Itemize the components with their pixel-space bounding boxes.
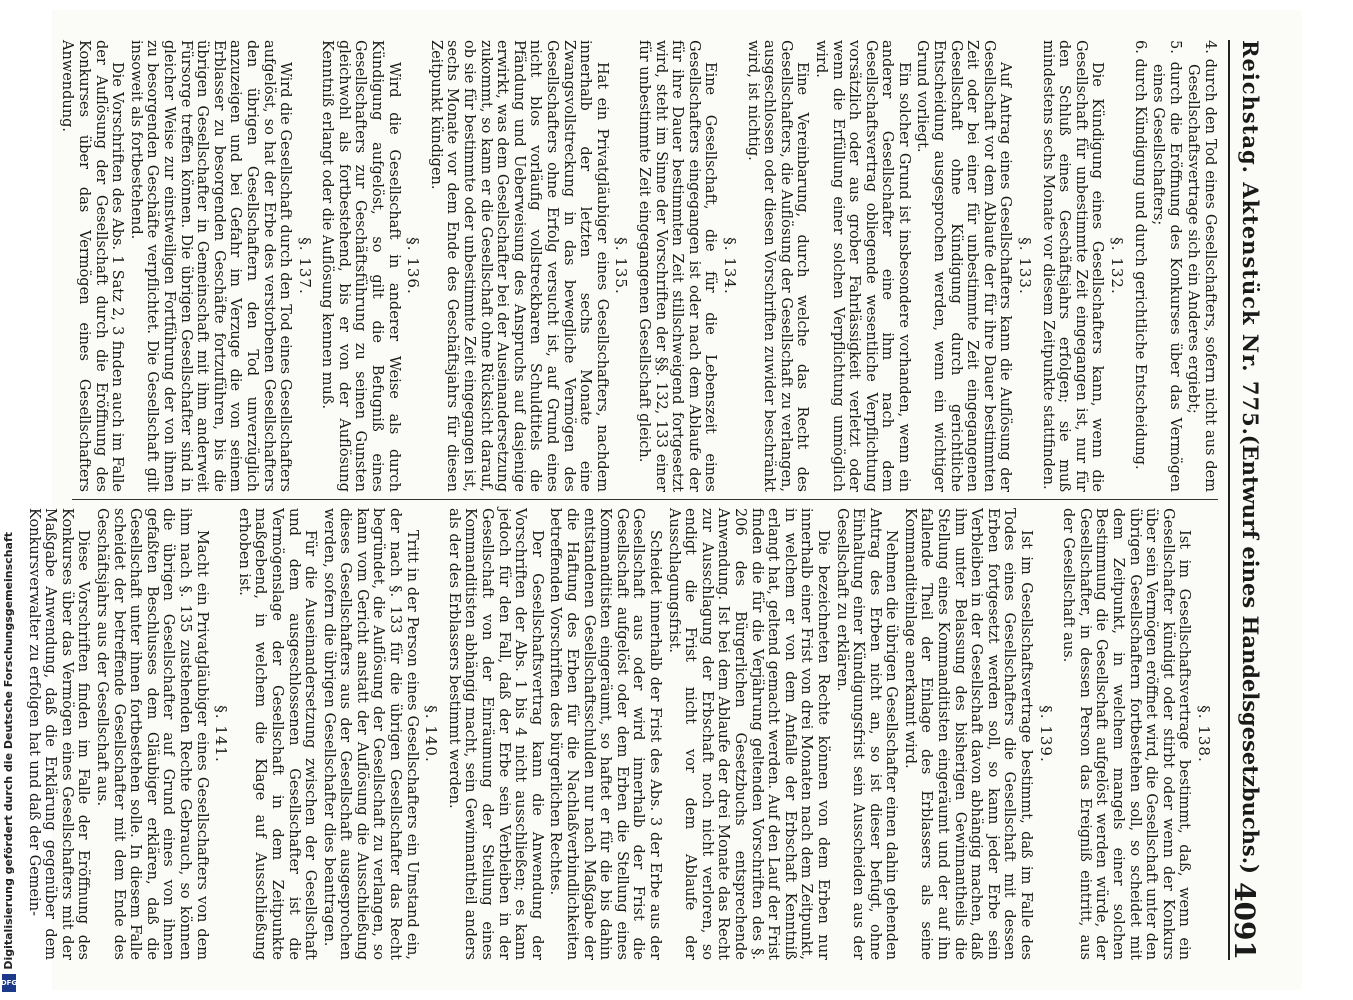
section-heading: §. 140.	[421, 705, 440, 763]
paragraph: Ein solcher Grund ist insbesondere vorhanden, wenn ein anderer Gesellschafter eine ihm nach dem Gesellschaftsvertrag obliegende wesentliche Verpflichtung vorsätzlich oder aus grober Fahrlässigkeit verletzt oder wenn die Erfüllung einer solchen Verpflichtung unmöglich wird.	[812, 40, 912, 492]
paragraph: Wird die Gesellschaft durch den Tod eines Gesellschafters aufgelöst, so hat der Erbe des verstorbenen Gesellschafters den übrigen Gesellschaftern den Tod unverzüglich anzuzeigen und bei Gefahr im Verzuge die von seinem Erblasser zu besorgenden Geschäfte fortzuführen, bis die übrigen Gesellschafter in Gemeinschaft mit ihm anderweit Fürsorge treffen können. Die übrigen Gesellschafter sind in gleicher Weise zur einstweiligen Fortführung der von ihnen zu besorgenden Geschäfte verpflichtet. Die Gesellschaft gilt insoweit als fortbestehend.	[127, 40, 293, 492]
column-divider	[72, 499, 1218, 500]
section-heading: §. 137.	[295, 237, 314, 295]
digitization-note-wrap	[2, 532, 15, 970]
section-heading: §. 136.	[403, 237, 422, 295]
paragraph: Für die Auseinandersetzung zwischen der Gesellschaft und dem ausgeschlossenen Gesellschafter ist die Vermögenslage der Gesellschaft in dem Zeitpunkte maßgebend, in welchem die Klage auf Ausschließung erhoben ist.	[235, 508, 318, 960]
list-item: 5. durch die Eröffnung des Konkurses über das Vermögen eines Gesellschafters;	[1149, 40, 1183, 492]
paragraph: Macht ein Privatgläubiger eines Gesellschafters von dem ihm nach §. 135 zustehenden Rechte Gebrauch, so können die übrigen Gesellschafter auf Grund eines von ihnen gefaßten Beschlusses dem Gläubiger erklären, daß die Gesellschaft unter ihnen fortbestehen solle. In diesem Falle scheidet der betreffende Gesellschafter mit dem Ende des Geschäftsjahrs aus der Gesellschaft aus.	[93, 508, 210, 960]
paragraph: Nehmen die übrigen Gesellschafter einen dahin gehenden Antrag des Erben nicht an, so ist dieser befugt, ohne Einhaltung einer Kündigungsfrist sein Ausscheiden aus der Gesellschaft zu erklären.	[833, 508, 899, 960]
paragraph: Ist im Gesellschaftsvertrage bestimmt, daß im Falle des Todes eines Gesellschafters die Gesellschaft mit dessen Erben fortgesetzt werden soll, so kann jeder Erbe sein Verbleiben in der Gesellschaft davon abhängig machen, daß ihm unter Belassung des bisherigen Gewinnantheils die Stellung eines Kommanditisten eingeräumt und der auf ihn fallende Theil der Einlage des Erblassers als seine Kommanditeinlage anerkannt wird.	[901, 508, 1034, 960]
digitization-note: Digitalisierung gefördert durch die Deutsche Forschungsgemeinschaft	[2, 532, 15, 970]
paragraph: Tritt in der Person eines Gesellschafters ein Umstand ein, der nach §. 133 für die übrigen Gesellschafter das Recht begründet, die Auflösung der Gesellschaft zu verlangen, so kann vom Gericht anstatt der Auflösung die Ausschließung dieses Gesellschafters aus der Gesellschaft ausgesprochen werden, sofern die übrigen Gesellschafter dies beantragen.	[320, 508, 420, 960]
section-heading: §. 132.	[1107, 237, 1126, 295]
section-heading: §. 134.	[720, 237, 739, 295]
page-number: 4091	[1227, 882, 1261, 960]
section-heading: §. 139.	[1036, 705, 1055, 763]
section-heading: §. 133.	[1015, 237, 1034, 295]
scanned-page	[25, 10, 1302, 990]
section-heading: §. 138.	[1194, 705, 1213, 763]
paragraph: Diese Vorschriften finden im Falle der Eröffnung des Konkurses über das Vermögen eines Gesellschafters mit der Maßgabe Anwendung, daß die Erklärung gegenüber dem Konkursverwalter zu erfolgen hat und daß der Gemein-	[25, 508, 91, 960]
section-heading: §. 141.	[211, 705, 230, 763]
paragraph: Scheidet innerhalb der Frist des Abs. 3 der Erbe aus der Gesellschaft aus oder wird innerhalb der Frist die Gesellschaft aufgelöst oder dem Erben die Stellung eines Kommanditisten eingeräumt, so haftet er für die bis dahin entstandenen Gesellschaftsschulden nur nach Maßgabe der die Haftung des Erben für die Nachlaßverbindlichkeiten betreffenden Vorschriften des bürgerlichen Rechtes.	[546, 508, 663, 960]
paragraph: Der Gesellschaftsvertrag kann die Anwendung der Vorschriften der Abs. 1 bis 4 nicht ausschließen; es kann jedoch für den Fall, daß der Erbe sein Verbleiben in der Gesellschaft von der Einräumung der Stellung eines Kommanditisten abhängig macht, sein Gewinnantheil anders als der des Erblassers bestimmt werden.	[445, 508, 545, 960]
list-item: 6. durch Kündigung und durch gerichtliche Entscheidung.	[1131, 40, 1148, 470]
header-title: (Entwurf eines Handelsgesetzbuchs.)	[1237, 434, 1263, 874]
left-column	[58, 40, 1218, 492]
list-item: 4. durch den Tod eines Gesellschafters, sofern nicht aus dem Gesellschaftsvertrage sich ein Anderes ergiebt;	[1184, 40, 1218, 492]
header-left: Reichstag. Aktenstück Nr. 775.	[1237, 40, 1263, 436]
paragraph: Hat ein Privatgläubiger eines Gesellschafters, nachdem innerhalb der letzten sechs Monate eine Zwangsvollstreckung in das bewegliche Vermögen des Gesellschafters ohne Erfolg versucht ist, auf Grund eines nicht blos vorläufig vollstreckbaren Schuldtitels die Pfändung und Ueberweisung des Anspruchs auf dasjenige erwirkt, was dem Gesellschafter bei der Auseinandersetzung zukommt, so kann er die Gesellschaft ohne Rücksicht darauf, ob sie für bestimmte oder unbestimmte Zeit eingegangen ist, sechs Monate vor dem Ende des Geschäftsjahrs für diesen Zeitpunkt kündigen.	[427, 40, 610, 492]
paragraph: Die Kündigung eines Gesellschafters kann, wenn die Gesellschaft für unbestimmte Zeit eingegangen ist, nur für den Schluß eines Geschäftsjahrs erfolgen; sie muß mindestens sechs Monate vor diesem Zeitpunkte stattfinden.	[1039, 40, 1105, 492]
paragraph: Eine Vereinbarung, durch welche das Recht des Gesellschafters, die Auflösung der Gesellschaft zu verlangen, ausgeschlossen oder diesen Vorschriften zuwider beschränkt wird, ist nichtig.	[744, 40, 810, 492]
paragraph: Eine Gesellschaft, die für die Lebenszeit eines Gesellschafters eingegangen ist oder nach dem Ablaufe der für ihre Dauer bestimmten Zeit stillschweigend fortgesetzt wird, steht im Sinne der Vorschriften der §§. 132, 133 einer für unbestimmte Zeit eingegangenen Gesellschaft gleich.	[635, 40, 718, 492]
section-heading: §. 135.	[611, 237, 630, 295]
page-header	[1228, 40, 1282, 960]
paragraph: Auf Antrag eines Gesellschafters kann die Auflösung der Gesellschaft vor dem Ablaufe der für ihre Dauer bestimmten Zeit oder bei einer für unbestimmte Zeit eingegangenen Gesellschaft ohne Kündigung durch gerichtliche Entscheidung ausgesprochen werden, wenn ein wichtiger Grund vorliegt.	[914, 40, 1013, 492]
termination-list	[1131, 40, 1218, 492]
paragraph: Die bezeichneten Rechte können von dem Erben nur innerhalb einer Frist von drei Monaten nach dem Zeitpunkt, in welchem er von dem Anfalle der Erbschaft Kenntniß erlangt hat, geltend gemacht werden. Auf den Lauf der Frist finden die für die Verjährung geltenden Vorschriften des §. 206 des Bürgerlichen Gesetzbuchs entsprechende Anwendung. Ist bei dem Ablaufe der drei Monate das Recht zur Ausschlagung der Erbschaft noch nicht verloren, so endigt die Frist nicht vor dem Ablaufe der Ausschlagungsfrist.	[665, 508, 831, 960]
paragraph: Ist im Gesellschaftsvertrage bestimmt, daß, wenn ein Gesellschafter kündigt oder stirbt oder wenn der Konkurs über sein Vermögen eröffnet wird, die Gesellschaft unter den übrigen Gesellschaftern fortbestehen soll, so scheidet mit dem Zeitpunkt, in welchem mangels einer solchen Bestimmung die Gesellschaft aufgelöst werden würde, der Gesellschafter, in dessen Person das Ereigniß eintritt, aus der Gesellschaft aus.	[1059, 508, 1192, 960]
paragraph: Die Vorschriften des Abs. 1 Satz 2, 3 finden auch im Falle der Auflösung der Gesellschaft durch die Eröffnung des Konkurses über das Vermögen eines Gesellschafters Anwendung.	[58, 40, 125, 492]
dfg-logo: DFG	[2, 974, 16, 992]
paragraph: Wird die Gesellschaft in anderer Weise als durch Kündigung aufgelöst, so gilt die Befugniß eines Gesellschafters zur Geschäftsführung zu seinen Gunsten gleichwohl als fortbestehend, bis er von der Auflösung Kenntniß erlangt oder die Auflösung kennen muß.	[318, 40, 402, 492]
right-column	[25, 508, 1218, 960]
